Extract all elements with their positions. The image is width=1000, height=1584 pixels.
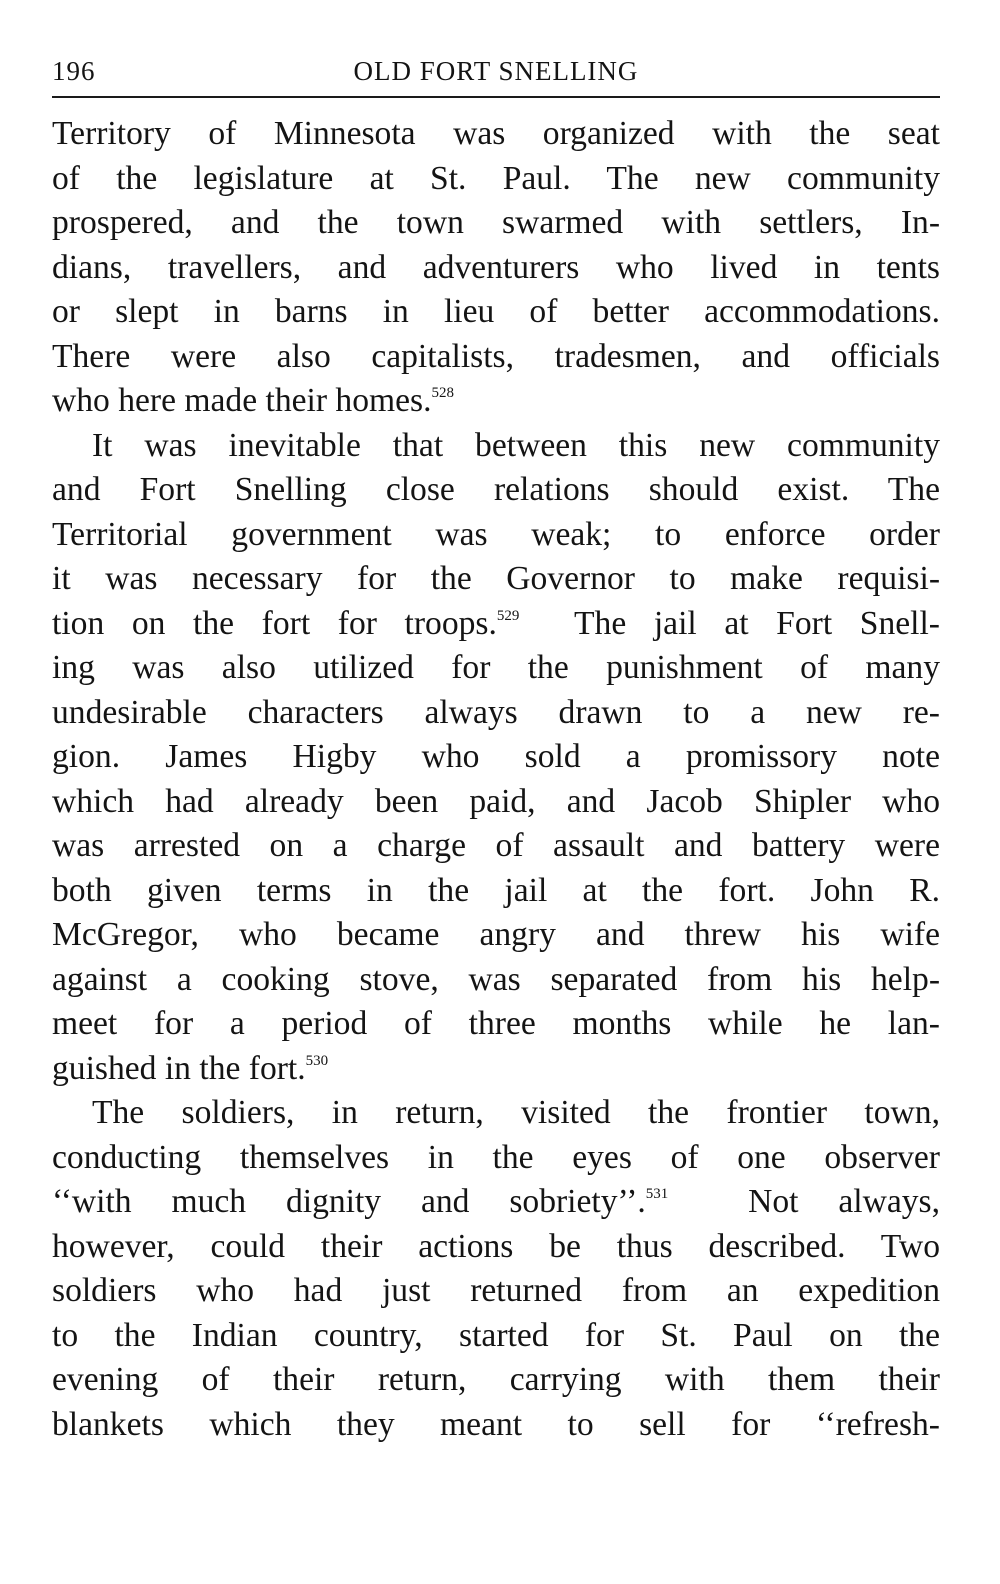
paragraph-1 xyxy=(52,112,940,424)
text-line: it was necessary for the Governor to make requisi- xyxy=(52,560,940,597)
footnote-marker: 531 xyxy=(645,1186,669,1202)
running-title: OLD FORT SNELLING xyxy=(353,56,639,86)
text-line: both given terms in the jail at the fort. John R. xyxy=(52,871,940,909)
text-line: It was inevitable that between this new community xyxy=(92,426,940,464)
footnote-marker: 530 xyxy=(305,1052,329,1069)
text-line: was arrested on a charge of assault and battery were xyxy=(52,827,940,864)
footnote-marker: 528 xyxy=(431,385,454,401)
text-line: against a cooking stove, was separated from his help- xyxy=(52,960,940,998)
text-line: Territorial government was weak; to enforce order xyxy=(52,515,940,553)
text-line xyxy=(52,1047,940,1092)
text-line: gion. James Higby who sold a promissory note xyxy=(52,738,940,775)
body-text xyxy=(52,112,940,1447)
text-fragment: The jail at Fort Snell- xyxy=(574,604,940,642)
text-line xyxy=(52,602,940,647)
header-rule xyxy=(52,96,940,98)
text-line: soldiers who had just returned from an expedition xyxy=(52,1272,940,1309)
text-line: McGregor, who became angry and threw his wife xyxy=(52,916,940,953)
paragraph-3 xyxy=(52,1091,940,1447)
text-line: blankets which they meant to sell for ‘‘refresh- xyxy=(52,1405,940,1443)
text-line: ing was also utilized for the punishment of many xyxy=(52,649,940,686)
text-line: which had already been paid, and Jacob Shipler who xyxy=(52,782,940,820)
text-line xyxy=(52,379,940,424)
text-line xyxy=(52,1180,940,1225)
running-head xyxy=(52,52,940,96)
text-line: prospered, and the town swarmed with settlers, In- xyxy=(52,204,940,241)
book-page xyxy=(52,52,940,1447)
text-line: dians, travellers, and adventurers who lived in tents xyxy=(52,248,940,286)
text-line: evening of their return, carrying with them their xyxy=(52,1361,940,1398)
text-line: to the Indian country, started for St. Paul on the xyxy=(52,1316,940,1354)
text-line: and Fort Snelling close relations should exist. The xyxy=(52,471,940,508)
text-line: The soldiers, in return, visited the frontier town, xyxy=(92,1094,940,1131)
text-fragment: Not always, xyxy=(748,1183,940,1220)
paragraph-2 xyxy=(52,424,940,1092)
text-line: Territory of Minnesota was organized with the seat xyxy=(52,115,940,152)
text-line: or slept in barns in lieu of better accommodations. xyxy=(52,293,940,330)
text-line: conducting themselves in the eyes of one observer xyxy=(52,1138,940,1176)
text-fragment: ‘‘with much dignity and sobriety’’. xyxy=(52,1183,646,1220)
text-line: meet for a period of three months while he lan- xyxy=(52,1005,940,1042)
text-line: of the legislature at St. Paul. The new community xyxy=(52,159,940,197)
page-number: 196 xyxy=(52,56,96,86)
text-fragment: guished in the fort. xyxy=(52,1049,306,1087)
text-fragment: who here made their homes. xyxy=(52,382,432,419)
footnote-marker: 529 xyxy=(496,607,520,624)
text-line: undesirable characters always drawn to a new re- xyxy=(52,693,940,731)
text-fragment: tion on the fort for troops. xyxy=(52,604,497,642)
text-line: There were also capitalists, tradesmen, and officials xyxy=(52,337,940,375)
text-line: however, could their actions be thus described. Two xyxy=(52,1227,940,1265)
